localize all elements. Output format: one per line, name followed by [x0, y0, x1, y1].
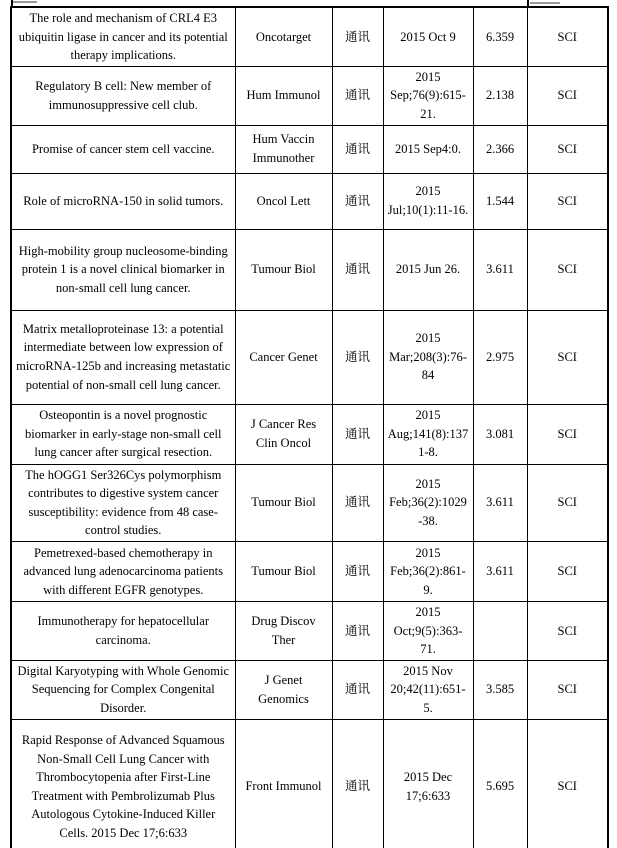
- table-row: [11, 66, 608, 125]
- paper-title-cell: Role of microRNA-150 in solid tumors.: [11, 173, 235, 229]
- journal-cell: Oncotarget: [235, 7, 332, 66]
- index-type-cell: SCI: [527, 601, 608, 660]
- author-role-cell: 通讯: [332, 601, 383, 660]
- table-row: [11, 125, 608, 173]
- pub-date-cell: 2015 Sep;76(9):615-21.: [383, 66, 473, 125]
- index-type-cell: SCI: [527, 660, 608, 719]
- paper-title-cell: Immunotherapy for hepatocellular carcinoma.: [11, 601, 235, 660]
- paper-title-cell: Rapid Response of Advanced Squamous Non-Small Cell Lung Cancer with Thrombocytopenia after First-Line Treatment with Pembrolizumab Plus Autologous Cytokine-Induced Killer Cells. 2015 Dec 17;6:633: [11, 719, 235, 848]
- paper-title-cell: Pemetrexed-based chemotherapy in advanced lung adenocarcinoma patients with different EGFR genotypes.: [11, 541, 235, 601]
- index-type-cell: SCI: [527, 464, 608, 541]
- index-type-cell: SCI: [527, 66, 608, 125]
- journal-cell: Oncol Lett: [235, 173, 332, 229]
- pub-date-cell: 2015 Jul;10(1):11-16.: [383, 173, 473, 229]
- journal-cell: Tumour Biol: [235, 464, 332, 541]
- paper-title-cell: Promise of cancer stem cell vaccine.: [11, 125, 235, 173]
- journal-cell: Tumour Biol: [235, 229, 332, 310]
- table-row: [11, 660, 608, 719]
- author-role-cell: 通讯: [332, 173, 383, 229]
- author-role-cell: 通讯: [332, 7, 383, 66]
- pub-date-cell: 2015 Sep4:0.: [383, 125, 473, 173]
- pub-date-cell: 2015 Aug;141(8):1371-8.: [383, 404, 473, 464]
- crop-artifact-left-tick: [13, 1, 37, 3]
- author-role-cell: 通讯: [332, 464, 383, 541]
- impact-factor-cell: [473, 601, 527, 660]
- journal-cell: Tumour Biol: [235, 541, 332, 601]
- journal-cell: Drug Discov Ther: [235, 601, 332, 660]
- pub-date-cell: 2015 Feb;36(2):861-9.: [383, 541, 473, 601]
- index-type-cell: SCI: [527, 173, 608, 229]
- index-type-cell: SCI: [527, 310, 608, 404]
- index-type-cell: SCI: [527, 541, 608, 601]
- impact-factor-cell: 3.611: [473, 541, 527, 601]
- table-row: [11, 310, 608, 404]
- author-role-cell: 通讯: [332, 310, 383, 404]
- author-role-cell: 通讯: [332, 229, 383, 310]
- author-role-cell: 通讯: [332, 541, 383, 601]
- paper-title-cell: The hOGG1 Ser326Cys polymorphism contributes to digestive system cancer susceptibility: evidence from 48 case-control studies.: [11, 464, 235, 541]
- pub-date-cell: 2015 Oct 9: [383, 7, 473, 66]
- impact-factor-cell: 3.611: [473, 229, 527, 310]
- index-type-cell: SCI: [527, 229, 608, 310]
- table-row: [11, 173, 608, 229]
- impact-factor-cell: 2.138: [473, 66, 527, 125]
- author-role-cell: 通讯: [332, 404, 383, 464]
- index-type-cell: SCI: [527, 125, 608, 173]
- paper-title-cell: Digital Karyotyping with Whole Genomic Sequencing for Complex Congenital Disorder.: [11, 660, 235, 719]
- journal-cell: J Genet Genomics: [235, 660, 332, 719]
- journal-cell: Front Immunol: [235, 719, 332, 848]
- paper-title-cell: The role and mechanism of CRL4 E3 ubiquitin ligase in cancer and its potential therapy implications.: [11, 7, 235, 66]
- journal-cell: Hum Immunol: [235, 66, 332, 125]
- pub-date-cell: 2015 Dec 17;6:633: [383, 719, 473, 848]
- crop-artifact-right-tick: [530, 2, 560, 4]
- table-row: [11, 229, 608, 310]
- table-row: [11, 601, 608, 660]
- impact-factor-cell: 1.544: [473, 173, 527, 229]
- pub-date-cell: 2015 Oct;9(5):363-71.: [383, 601, 473, 660]
- pub-date-cell: 2015 Feb;36(2):1029-38.: [383, 464, 473, 541]
- author-role-cell: 通讯: [332, 660, 383, 719]
- pub-date-cell: 2015 Mar;208(3):76-84: [383, 310, 473, 404]
- paper-title-cell: High-mobility group nucleosome-binding protein 1 is a novel clinical biomarker in non-small cell lung cancer.: [11, 229, 235, 310]
- journal-cell: Hum Vaccin Immunother: [235, 125, 332, 173]
- impact-factor-cell: 3.081: [473, 404, 527, 464]
- impact-factor-cell: 3.611: [473, 464, 527, 541]
- index-type-cell: SCI: [527, 719, 608, 848]
- author-role-cell: 通讯: [332, 66, 383, 125]
- impact-factor-cell: 5.695: [473, 719, 527, 848]
- journal-cell: J Cancer Res Clin Oncol: [235, 404, 332, 464]
- impact-factor-cell: 2.366: [473, 125, 527, 173]
- journal-cell: Cancer Genet: [235, 310, 332, 404]
- author-role-cell: 通讯: [332, 125, 383, 173]
- table-row: [11, 719, 608, 848]
- publications-table: [10, 6, 609, 848]
- table-row: [11, 404, 608, 464]
- impact-factor-cell: 3.585: [473, 660, 527, 719]
- paper-title-cell: Osteopontin is a novel prognostic biomarker in early-stage non-small cell lung cancer after surgical resection.: [11, 404, 235, 464]
- index-type-cell: SCI: [527, 404, 608, 464]
- paper-title-cell: Matrix metalloproteinase 13: a potential intermediate between low expression of microRNA-125b and increasing metastatic potential of non-small cell lung cancer.: [11, 310, 235, 404]
- impact-factor-cell: 2.975: [473, 310, 527, 404]
- table-row: [11, 541, 608, 601]
- index-type-cell: SCI: [527, 7, 608, 66]
- impact-factor-cell: 6.359: [473, 7, 527, 66]
- pub-date-cell: 2015 Nov 20;42(11):651-5.: [383, 660, 473, 719]
- author-role-cell: 通讯: [332, 719, 383, 848]
- table-row: [11, 7, 608, 66]
- pub-date-cell: 2015 Jun 26.: [383, 229, 473, 310]
- table-row: [11, 464, 608, 541]
- paper-title-cell: Regulatory B cell: New member of immunosuppressive cell club.: [11, 66, 235, 125]
